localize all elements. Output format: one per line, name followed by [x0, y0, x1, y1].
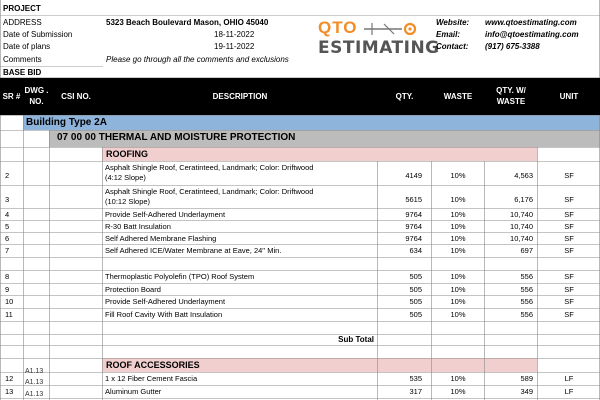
- row-waste: 10%: [450, 310, 466, 319]
- email-label: Email:: [436, 30, 461, 39]
- row-description-line2: (10:12 Slope): [105, 197, 151, 206]
- row-sr: 3: [5, 195, 10, 204]
- row-description: Self Adhered Membrane Flashing: [105, 233, 217, 243]
- row-waste: 10%: [450, 272, 466, 281]
- row-description: Protection Board: [105, 284, 161, 294]
- caliper-gear-icon: [362, 20, 420, 38]
- website-label: Website:: [436, 18, 470, 27]
- row-unit: LF: [564, 374, 574, 383]
- row-description: Provide Self-Adhered Underlayment: [105, 209, 226, 219]
- row-qty-with-waste: 556: [520, 297, 533, 306]
- row-qty-with-waste: 10,740: [510, 209, 533, 219]
- contact-phone: (917) 675-3388: [485, 42, 540, 51]
- row-description: R-30 Batt Insulation: [105, 221, 171, 231]
- col-sr: SR #: [2, 92, 21, 101]
- row-sr: 6: [5, 233, 10, 243]
- row-qty: 5615: [405, 195, 422, 204]
- row-sr: 9: [5, 284, 10, 294]
- table-row: [0, 284, 600, 295]
- table-row: [0, 296, 600, 308]
- row-description: Asphalt Shingle Roof, Ceratinteed, Landmark; Color: Driftwood: [105, 187, 314, 196]
- row-qty: 317: [409, 387, 422, 396]
- row-description-line2: (4:12 Slope): [105, 173, 146, 182]
- table-row: [0, 245, 600, 257]
- table-row: [0, 162, 600, 185]
- row-sr: 7: [5, 246, 10, 255]
- row-sr: 12: [5, 374, 14, 383]
- col-waste: WASTE: [443, 92, 473, 101]
- table-header: [0, 78, 600, 115]
- row-description: Aluminum Gutter: [105, 387, 162, 396]
- col-dwg: DWG . NO.: [24, 86, 49, 106]
- row-unit: SF: [564, 195, 574, 204]
- base-bid-label: BASE BID: [3, 68, 42, 77]
- project-label: PROJECT: [3, 4, 41, 13]
- col-qty-with-waste: QTY. W/ WASTE: [496, 86, 526, 106]
- col-description: DESCRIPTION: [212, 92, 268, 101]
- row-qty-with-waste: 6,176: [514, 195, 533, 204]
- row-sr: 13: [5, 387, 14, 396]
- row-unit: SF: [564, 297, 574, 306]
- row-description: Fill Roof Cavity With Batt Insulation: [105, 310, 223, 319]
- address-value: 5323 Beach Boulevard Mason, OHIO 45040: [106, 18, 269, 27]
- row-qty-with-waste: 589: [520, 374, 533, 383]
- row-sr: 10: [5, 297, 14, 306]
- table-row: [0, 221, 600, 232]
- row-sr: 11: [5, 310, 13, 319]
- row-sr: 2: [5, 171, 10, 180]
- row-qty: 505: [409, 284, 422, 294]
- row-waste: 10%: [450, 221, 466, 231]
- row-qty-with-waste: 10,740: [510, 221, 533, 231]
- row-qty-with-waste: 556: [520, 284, 533, 294]
- row-description: Provide Self-Adhered Underlayment: [105, 297, 226, 306]
- building-type: Building Type 2A: [26, 117, 107, 128]
- table-row: [0, 233, 600, 244]
- logo-qto-text: QTO: [318, 18, 358, 37]
- row-qty: 9764: [405, 233, 422, 243]
- row-qty: 505: [409, 272, 422, 281]
- table-row: [0, 309, 600, 321]
- row-description: 1 x 12 Fiber Cement Fascia: [105, 374, 198, 383]
- row-waste: 10%: [450, 209, 466, 219]
- contact-label: Contact:: [436, 42, 469, 51]
- table-row: [0, 209, 600, 220]
- row-sr: 5: [5, 221, 10, 231]
- table-row: [0, 373, 600, 385]
- table-row: [0, 186, 600, 208]
- plans-label: Date of plans: [3, 42, 51, 51]
- row-qty-with-waste: 697: [520, 246, 533, 255]
- col-qty: QTY.: [395, 92, 414, 101]
- row-waste: 10%: [450, 246, 466, 255]
- company-logo: [318, 16, 440, 60]
- row-unit: SF: [564, 221, 574, 231]
- col-csi: CSI NO.: [61, 92, 91, 101]
- row-unit: SF: [564, 209, 574, 219]
- row-description: Thermoplastic Polyolefin (TPO) Roof System: [105, 272, 255, 281]
- row-waste: 10%: [450, 387, 466, 396]
- row-waste: 10%: [450, 374, 466, 383]
- division-title: 07 00 00 THERMAL AND MOISTURE PROTECTION: [57, 132, 296, 143]
- col-unit: UNIT: [559, 92, 579, 101]
- table-row: [0, 271, 600, 283]
- row-sr: 4: [5, 209, 10, 219]
- section-roofing: ROOFING: [106, 149, 148, 159]
- row-qty: 505: [409, 310, 422, 319]
- row-waste: 10%: [450, 171, 466, 180]
- dwg-label: A1.13: [25, 379, 44, 386]
- table-row: [0, 386, 600, 398]
- row-qty: 634: [409, 246, 422, 255]
- row-qty: 9764: [405, 209, 422, 219]
- submission-date: 18-11-2022: [214, 30, 255, 39]
- row-qty-with-waste: 556: [520, 310, 533, 319]
- logo-estimating-text: ESTIMATING: [318, 38, 440, 58]
- row-description: Asphalt Shingle Roof, Ceratinteed, Landmark; Color: Driftwood: [105, 163, 314, 172]
- row-unit: SF: [564, 171, 574, 180]
- row-unit: LF: [564, 387, 574, 396]
- address-label: ADDRESS: [3, 18, 42, 27]
- row-waste: 10%: [450, 284, 466, 294]
- row-qty-with-waste: 349: [520, 387, 533, 396]
- row-unit: SF: [564, 233, 574, 243]
- row-unit: SF: [564, 310, 574, 319]
- row-qty: 9764: [405, 221, 422, 231]
- website-link[interactable]: www.qtoestimating.com: [485, 18, 577, 27]
- row-waste: 10%: [450, 233, 466, 243]
- subtotal-label: Sub Total: [338, 335, 374, 344]
- row-qty: 505: [409, 297, 422, 306]
- dwg-label: A1.13: [25, 368, 44, 375]
- section-roof-accessories: ROOF ACCESSORIES: [106, 360, 200, 370]
- row-unit: SF: [564, 272, 574, 281]
- dwg-label: A1.13: [25, 391, 44, 398]
- row-description: Self Adhered ICE/Water Membrane at Eave, 24'' Min.: [105, 246, 282, 255]
- row-sr: 8: [5, 272, 10, 281]
- plans-date: 19-11-2022: [214, 42, 255, 51]
- comments-value: Please go through all the comments and exclusions: [106, 55, 289, 64]
- submission-label: Date of Submission: [3, 30, 73, 39]
- row-waste: 10%: [450, 195, 466, 204]
- comments-label: Comments: [3, 55, 42, 64]
- email-link[interactable]: info@qtoestimating.com: [485, 30, 579, 39]
- row-qty-with-waste: 556: [520, 272, 533, 281]
- row-qty-with-waste: 4,563: [514, 171, 533, 180]
- row-unit: SF: [564, 246, 574, 255]
- row-waste: 10%: [450, 297, 466, 306]
- row-qty: 535: [409, 374, 422, 383]
- row-unit: SF: [564, 284, 574, 294]
- row-qty-with-waste: 10,740: [510, 233, 533, 243]
- row-qty: 4149: [405, 171, 422, 180]
